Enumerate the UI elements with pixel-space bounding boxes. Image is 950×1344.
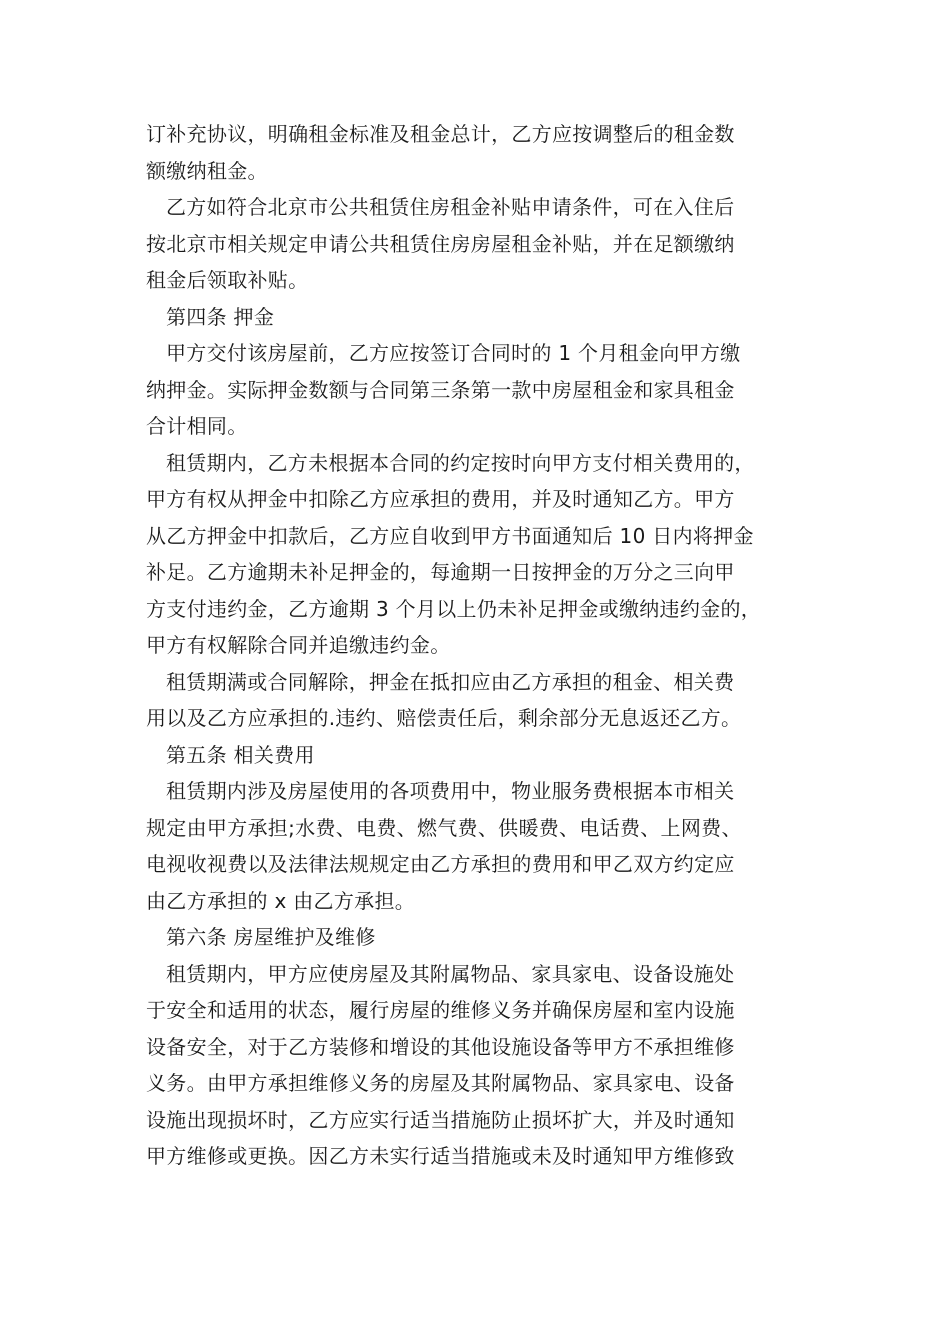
text-line: 合计相同。 [146,414,248,438]
document-body [146,116,822,1175]
text-line: 甲方交付该房屋前，乙方应按签订合同时的 1 个月租金向甲方缴 [166,341,741,365]
section-heading: 第六条 房屋维护及维修 [166,925,376,949]
text-line: 乙方如符合北京市公共租赁住房租金补贴申请条件，可在入住后 [166,195,735,219]
text-line: 规定由甲方承担;水费、电费、燃气费、供暖费、电话费、上网费、 [146,815,742,840]
text-line: 租金后领取补贴。 [146,268,309,292]
text-line: 租赁期满或合同解除，押金在抵扣应由乙方承担的租金、相关费 [166,669,735,694]
text-line: 于安全和适用的状态，履行房屋的维修义务并确保房屋和室内设施 [146,998,735,1022]
text-line: 设备安全，对于乙方装修和增设的其他设施设备等甲方不承担维修 [146,1034,735,1059]
text-line: 额缴纳租金。 [146,158,268,183]
section-heading: 第五条 相关费用 [166,742,315,767]
text-line: 从乙方押金中扣款后，乙方应自收到甲方书面通知后 10 日内将押金 [146,523,754,548]
text-line: 设施出现损坏时，乙方应实行适当措施防止损坏扩大，并及时通知 [146,1107,735,1132]
text-line: 甲方有权解除合同并追缴违约金。 [146,633,451,657]
text-line: 租赁期内涉及房屋使用的各项费用中，物业服务费根据本市相关 [166,779,735,803]
text-line: 租赁期内，甲方应使房屋及其附属物品、家具家电、设备设施处 [166,961,735,986]
text-line: 由乙方承担的 x 由乙方承担。 [146,888,416,913]
text-line: 按北京市相关规定申请公共租赁住房房屋租金补贴，并在足额缴纳 [146,231,735,256]
text-line: 用以及乙方应承担的.违约、赔偿责任后，剩余部分无息返还乙方。 [146,706,742,730]
section-heading: 第四条 押金 [166,304,275,329]
text-line: 甲方有权从押金中扣除乙方应承担的费用，并及时通知乙方。甲方 [146,487,735,511]
text-line: 义务。由甲方承担维修义务的房屋及其附属物品、家具家电、设备 [146,1071,735,1095]
text-line: 纳押金。实际押金数额与合同第三条第一款中房屋租金和家具租金 [146,377,735,402]
text-line: 方支付违约金，乙方逾期 3 个月以上仍未补足押金或缴纳违约金的， [146,596,762,621]
text-line: 租赁期内，乙方未根据本合同的约定按时向甲方支付相关费用的， [166,450,755,475]
text-line: 甲方维修或更换。因乙方未实行适当措施或未及时通知甲方维修致 [146,1144,735,1168]
text-line: 订补充协议，明确租金标准及租金总计，乙方应按调整后的租金数 [146,122,735,146]
text-line: 电视收视费以及法律法规规定由乙方承担的费用和甲乙双方约定应 [146,852,735,876]
text-line: 补足。乙方逾期未补足押金的，每逾期一日按押金的万分之三向甲 [146,560,735,584]
